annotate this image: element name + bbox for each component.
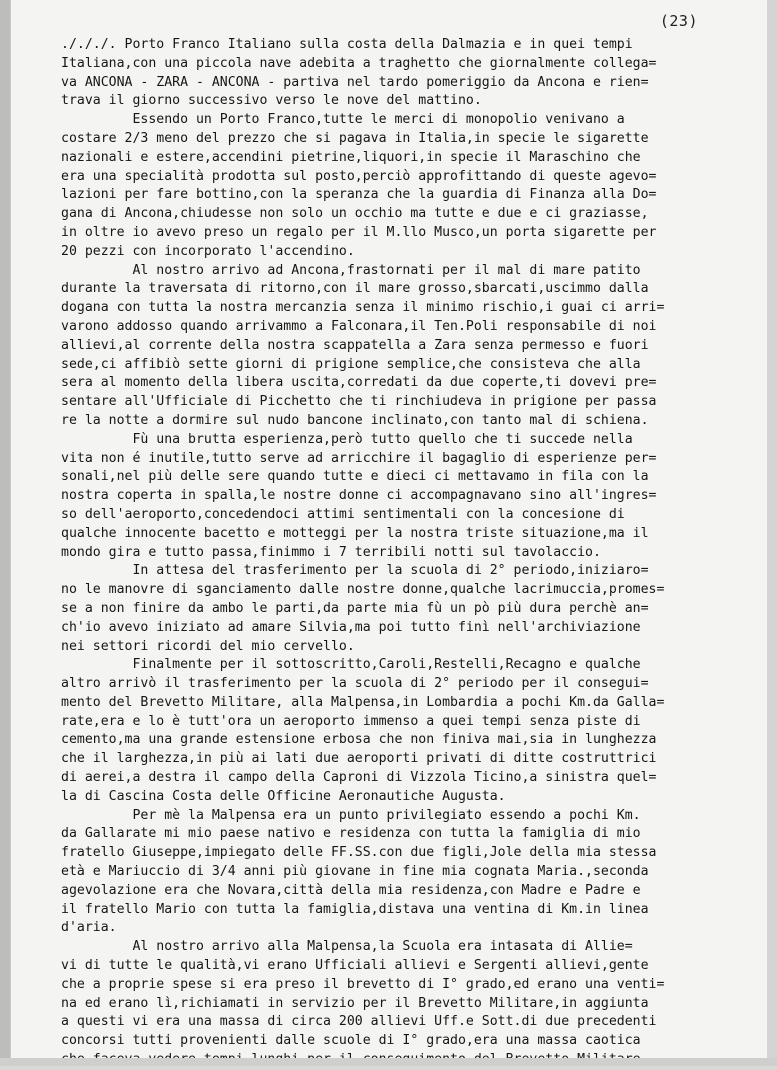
text-line: costare 2/3 meno del prezzo che si pagava in Italia,in specie le sigarette — [61, 130, 649, 146]
page-number: (23) — [659, 12, 698, 30]
text-line: so dell'aeroporto,concedendoci attimi sentimentali con la concesione di — [61, 506, 625, 522]
scanner-bottom-margin — [0, 1058, 777, 1066]
text-line: va ANCONA - ZARA - ANCONA - partiva nel tardo pomeriggio da Ancona e rien= — [61, 74, 649, 90]
text-line: a questi vi era una massa di circa 200 allievi Uff.e Sott.di due precedenti — [61, 1014, 657, 1030]
text-line: d'aria. — [61, 920, 117, 936]
text-line: na ed erano lì,richiamati in servizio per il Brevetto Militare,in aggiunta — [61, 995, 649, 1011]
text-line: qualche innocente bacetto e motteggi per la nostra triste situazione,ma il — [61, 525, 649, 541]
typewritten-text-block — [61, 36, 761, 1070]
text-line: re la notte a dormire sul nudo bancone inclinato,con tanto mal di schiena. — [61, 412, 649, 428]
scanner-left-margin — [0, 0, 10, 1066]
text-line: vita non é inutile,tutto serve ad arricchire il bagaglio di esperienze per= — [61, 450, 657, 466]
text-line: Fù una brutta esperienza,però tutto quello che ti succede nella — [61, 431, 633, 447]
text-line: di aerei,a destra il campo della Caproni di Vizzola Ticino,a sinistra quel= — [61, 770, 657, 786]
text-line: la di Cascina Costa delle Officine Aeronautiche Augusta. — [61, 788, 506, 804]
text-line: cemento,ma una grande estensione erbosa che non finiva mai,sia in lunghezza — [61, 732, 657, 748]
text-line: Al nostro arrivo ad Ancona,frastornati per il mal di mare patito — [61, 262, 641, 278]
text-line: Essendo un Porto Franco,tutte le merci di monopolio venivano a — [61, 112, 625, 128]
text-line: Al nostro arrivo alla Malpensa,la Scuola era intasata di Allie= — [61, 939, 633, 955]
text-line: sera al momento della libera uscita,corredati da due coperte,ti dovevi pre= — [61, 375, 657, 391]
text-line: vi di tutte le qualità,vi erano Ufficiali allievi e Sergenti allievi,gente — [61, 958, 649, 974]
text-line: da Gallarate mi mio paese nativo e residenza con tutta la famiglia di mio — [61, 826, 641, 842]
text-line: dogana con tutta la nostra mercanzia senza il minimo rischio,i guai ci arri= — [61, 300, 665, 316]
text-line: no le manovre di sganciamento dalle nostre donne,qualche lacrimuccia,promes= — [61, 582, 665, 598]
text-line: In attesa del trasferimento per la scuola di 2° periodo,iniziaro= — [61, 563, 649, 579]
text-line: lazioni per fare bottino,con la speranza che la guardia di Finanza alla Do= — [61, 187, 657, 203]
text-line: nostra coperta in spalla,le nostre donne ci accompagnavano sino all'ingres= — [61, 488, 657, 504]
text-line: se a non finire da ambo le parti,da parte mia fù un pò più dura perchè an= — [61, 600, 649, 616]
scanner-right-margin — [767, 0, 777, 1066]
text-line: agevolazione era che Novara,città della mia residenza,con Madre e Padre e — [61, 882, 641, 898]
text-line: durante la traversata di ritorno,con il mare grosso,sbarcati,uscimmo dalla — [61, 281, 649, 297]
text-line: allievi,al corrente della nostra scappatella a Zara senza permesso e fuori — [61, 337, 649, 353]
text-line: età e Mariuccio di 3/4 anni più giovane in fine mia cognata Maria.,seconda — [61, 864, 649, 880]
text-line: il fratello Mario con tutta la famiglia,distava una ventina di Km.in linea — [61, 901, 649, 917]
text-line: sonali,nel più delle sere quando tutte e dieci ci mettavamo in fila con la — [61, 469, 649, 485]
text-line: concorsi tutti provenienti dalle scuole di I° grado,era una massa caotica — [61, 1033, 641, 1049]
text-line: sede,ci affibiò sette giorni di prigione semplice,che consisteva che alla — [61, 356, 641, 372]
text-line: gana di Ancona,chiudesse non solo un occhio ma tutte e due e ci graziasse, — [61, 206, 649, 222]
text-line: in oltre io avevo preso un regalo per il M.llo Musco,un porta sigarette per — [61, 224, 657, 240]
text-line: ./././. Porto Franco Italiano sulla costa della Dalmazia e in quei tempi — [61, 37, 633, 52]
text-line: era una specialità prodotta sul posto,perciò approfittando di queste agevo= — [61, 168, 657, 184]
text-line: Italiana,con una piccola nave adebita a traghetto che giornalmente collega= — [61, 55, 657, 71]
typewritten-page — [10, 0, 768, 1058]
text-line: mondo gira e tutto passa,finimmo i 7 terribili notti sul tavolaccio. — [61, 544, 601, 560]
text-line: altro arrivò il trasferimento per la scuola di 2° periodo per il consegui= — [61, 676, 649, 692]
text-line: nei settori ricordi del mio cervello. — [61, 638, 355, 654]
text-line: che il larghezza,in più ai lati due aeroporti privati di ditte costruttrici — [61, 751, 657, 767]
text-line: sentare all'Ufficiale di Picchetto che ti rinchiudeva in prigione per passa — [61, 394, 657, 410]
text-line: Per mè la Malpensa era un punto privilegiato essendo a pochi Km. — [61, 807, 641, 823]
text-line: nazionali e estere,accendini pietrine,liquori,in specie il Maraschino che — [61, 149, 641, 165]
text-line: mento del Brevetto Militare, alla Malpensa,in Lombardia a pochi Km.da Galla= — [61, 694, 665, 710]
text-line: che a proprie spese si era preso il brevetto di I° grado,ed erano una venti= — [61, 976, 665, 992]
text-line: fratello Giuseppe,impiegato delle FF.SS.con due figli,Jole della mia stessa — [61, 845, 657, 861]
text-line: rate,era e lo è tutt'ora un aeroporto immenso a quei tempi senza piste di — [61, 713, 641, 729]
text-line: ch'io avevo iniziato ad amare Silvia,ma poi tutto finì nell'archiviazione — [61, 619, 641, 635]
text-line: varono addosso quando arrivammo a Falconara,il Ten.Poli responsabile di noi — [61, 318, 657, 334]
text-line: 20 pezzi con incorporato l'accendino. — [61, 243, 355, 259]
text-line: Finalmente per il sottoscritto,Caroli,Restelli,Recagno e qualche — [61, 657, 641, 673]
text-line: trava il giorno successivo verso le nove del mattino. — [61, 93, 482, 109]
